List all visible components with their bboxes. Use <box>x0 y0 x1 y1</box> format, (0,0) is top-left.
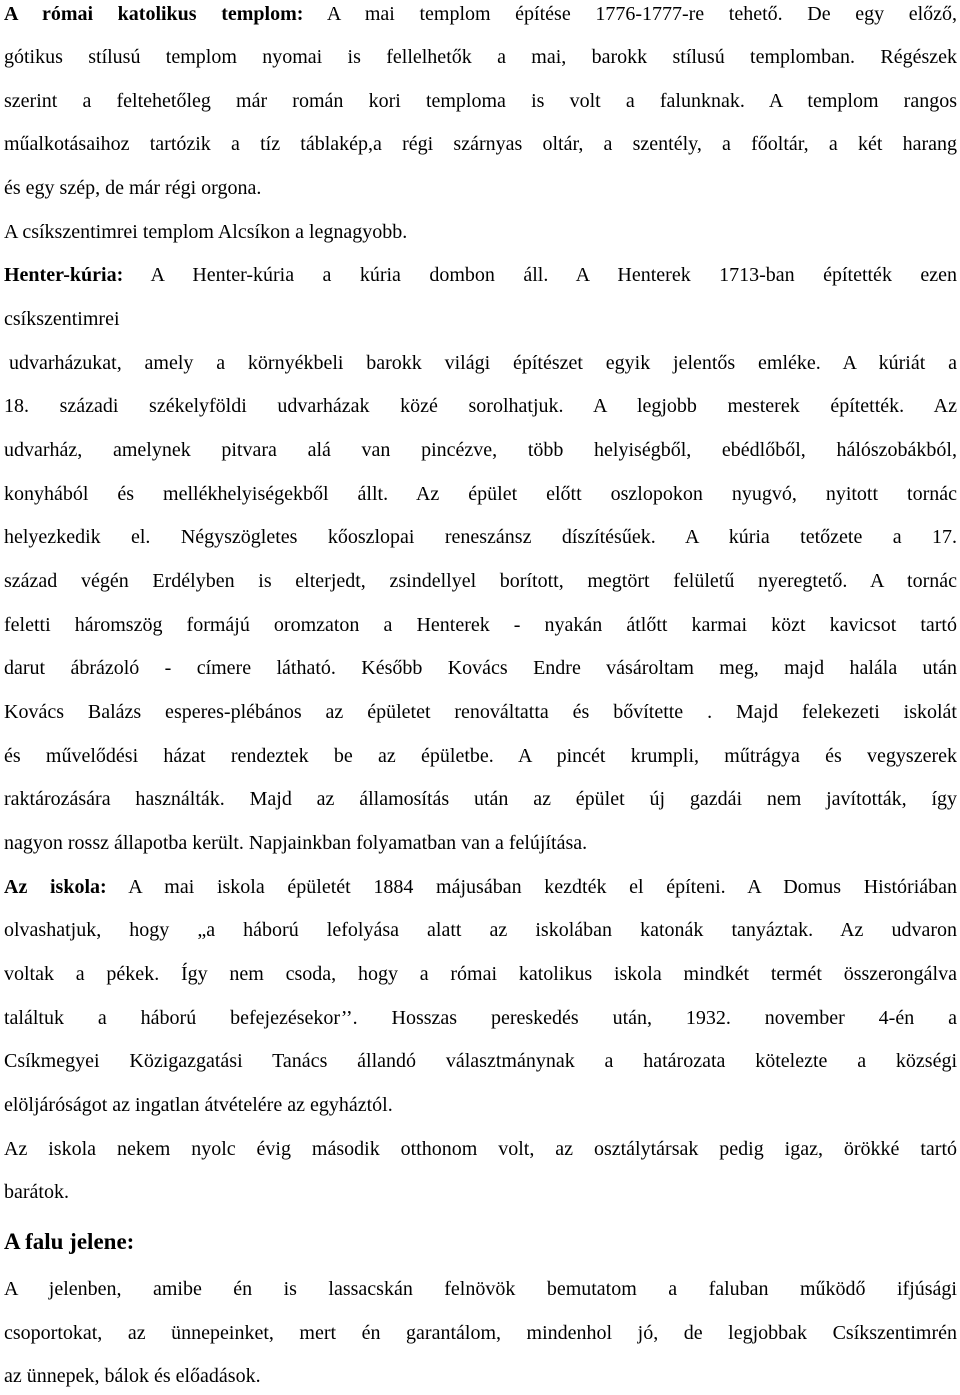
kuria-paragraph-line: udvarházukat, amely a környékbeli barokk világi építészet egyik jelentős emléke. A kúriát a <box>9 352 957 374</box>
present-paragraph-line: csoportokat, az ünnepeinket, mert én garantálom, mindenhol jó, de legjobbak Csíkszentimrén <box>4 1322 957 1344</box>
school-paragraph-line: olvashatjuk, hogy „a háború lefolyása alatt az iskolában katonák tanyáztak. Az udvaron <box>4 919 957 941</box>
kuria-paragraph-line: konyhából és mellékhelyiségekből állt. Az épület előtt oszlopokon nyugvó, nyitott tornác <box>4 483 957 505</box>
school-paragraph-line: Az iskola nekem nyolc évig második otthonom volt, az osztálytársak pedig igaz, örökké tartó <box>4 1138 957 1160</box>
church-paragraph-line: műalkotásaihoz tartózik a tíz táblakép,a régi szárnyas oltár, a szentély, a főoltár, a két harang <box>4 133 957 155</box>
school-paragraph-line: Csíkmegyei Közigazgatási Tanács állandó választmánynak a határozata kötelezte a községi <box>4 1050 957 1072</box>
present-heading: A falu jelene: <box>4 1229 135 1254</box>
kuria-paragraph-line: darut ábrázoló - címere látható. Később Kovács Endre vásároltam meg, majd halála után <box>4 657 957 679</box>
kuria-paragraph-line: 18. századi székelyföldi udvarházak közé sorolhatjuk. A legjobb mesterek építették. Az <box>4 395 957 417</box>
school-paragraph-line: voltak a pékek. Így nem csoda, hogy a római katolikus iskola mindkét termét összerongálva <box>4 963 957 985</box>
school-paragraph-line: elöljáróságot az ingatlan átvételére az egyháztól. <box>4 1094 393 1116</box>
kuria-paragraph-line: század végén Erdélyben is elterjedt, zsindellyel borított, megtört felületű nyeregtető. A tornác <box>4 570 957 592</box>
school-paragraph-line: barátok. <box>4 1181 69 1203</box>
kuria-paragraph-line-1 <box>4 261 957 289</box>
school-text: A mai iskola épületét 1884 májusában kezdték el építeni. A Domus Históriában <box>106 876 958 898</box>
kuria-paragraph-line: helyezkedik el. Négyszögletes kőoszlopai reneszánsz díszítésűek. A kúria tetőzete a 17. <box>4 526 957 548</box>
kuria-heading: Henter-kúria: <box>4 264 124 286</box>
church-text: A mai templom építése 1776-1777-re tehető. De egy előző, <box>303 3 958 25</box>
kuria-text: A Henter-kúria a kúria dombon áll. A Henterek 1713-ban építették ezen <box>123 264 957 286</box>
church-paragraph-line: és egy szép, de már régi orgona. <box>4 177 262 199</box>
school-paragraph-line-1 <box>4 873 957 901</box>
church-heading: A római katolikus templom: <box>4 3 304 25</box>
kuria-paragraph-line: feletti háromszög formájú oromzaton a Henterek - nyakán átlőtt karmai közt kavicsot tartó <box>4 614 957 636</box>
church-paragraph-line: A csíkszentimrei templom Alcsíkon a legnagyobb. <box>4 221 408 243</box>
kuria-paragraph-line: raktározására használták. Majd az államosítás után az épület új gazdái nem javították, így <box>4 788 957 810</box>
kuria-paragraph-line: és művelődési házat rendeztek be az épületbe. A pincét krumpli, műtrágya és vegyszerek <box>4 745 957 767</box>
kuria-paragraph-line: csíkszentimrei <box>4 308 120 330</box>
church-paragraph-line: gótikus stílusú templom nyomai is fellelhetők a mai, barokk stílusú templomban. Régészek <box>4 46 957 68</box>
present-paragraph-line: A jelenben, amibe én is lassacskán felnövök bemutatom a faluban működő ifjúsági <box>4 1278 957 1300</box>
church-paragraph-line-1 <box>4 0 957 28</box>
school-paragraph-line: találtuk a háború befejezésekor’’. Hosszas pereskedés után, 1932. november 4-én a <box>4 1007 957 1029</box>
kuria-paragraph-line: udvarház, amelynek pitvara alá van pincézve, több helyiségből, ebédlőből, hálószobákból, <box>4 439 957 461</box>
school-heading: Az iskola: <box>4 876 107 898</box>
kuria-paragraph-line: Kovács Balázs esperes-plébános az épületet renováltatta és bővítette . Majd felekezeti iskolát <box>4 701 957 723</box>
kuria-paragraph-line: nagyon rossz állapotba került. Napjainkban folyamatban van a felújítása. <box>4 832 588 854</box>
church-paragraph-line: szerint a feltehetőleg már román kori temploma is volt a falunknak. A templom rangos <box>4 90 957 112</box>
present-paragraph-line: az ünnepek, bálok és előadások. <box>4 1365 261 1387</box>
